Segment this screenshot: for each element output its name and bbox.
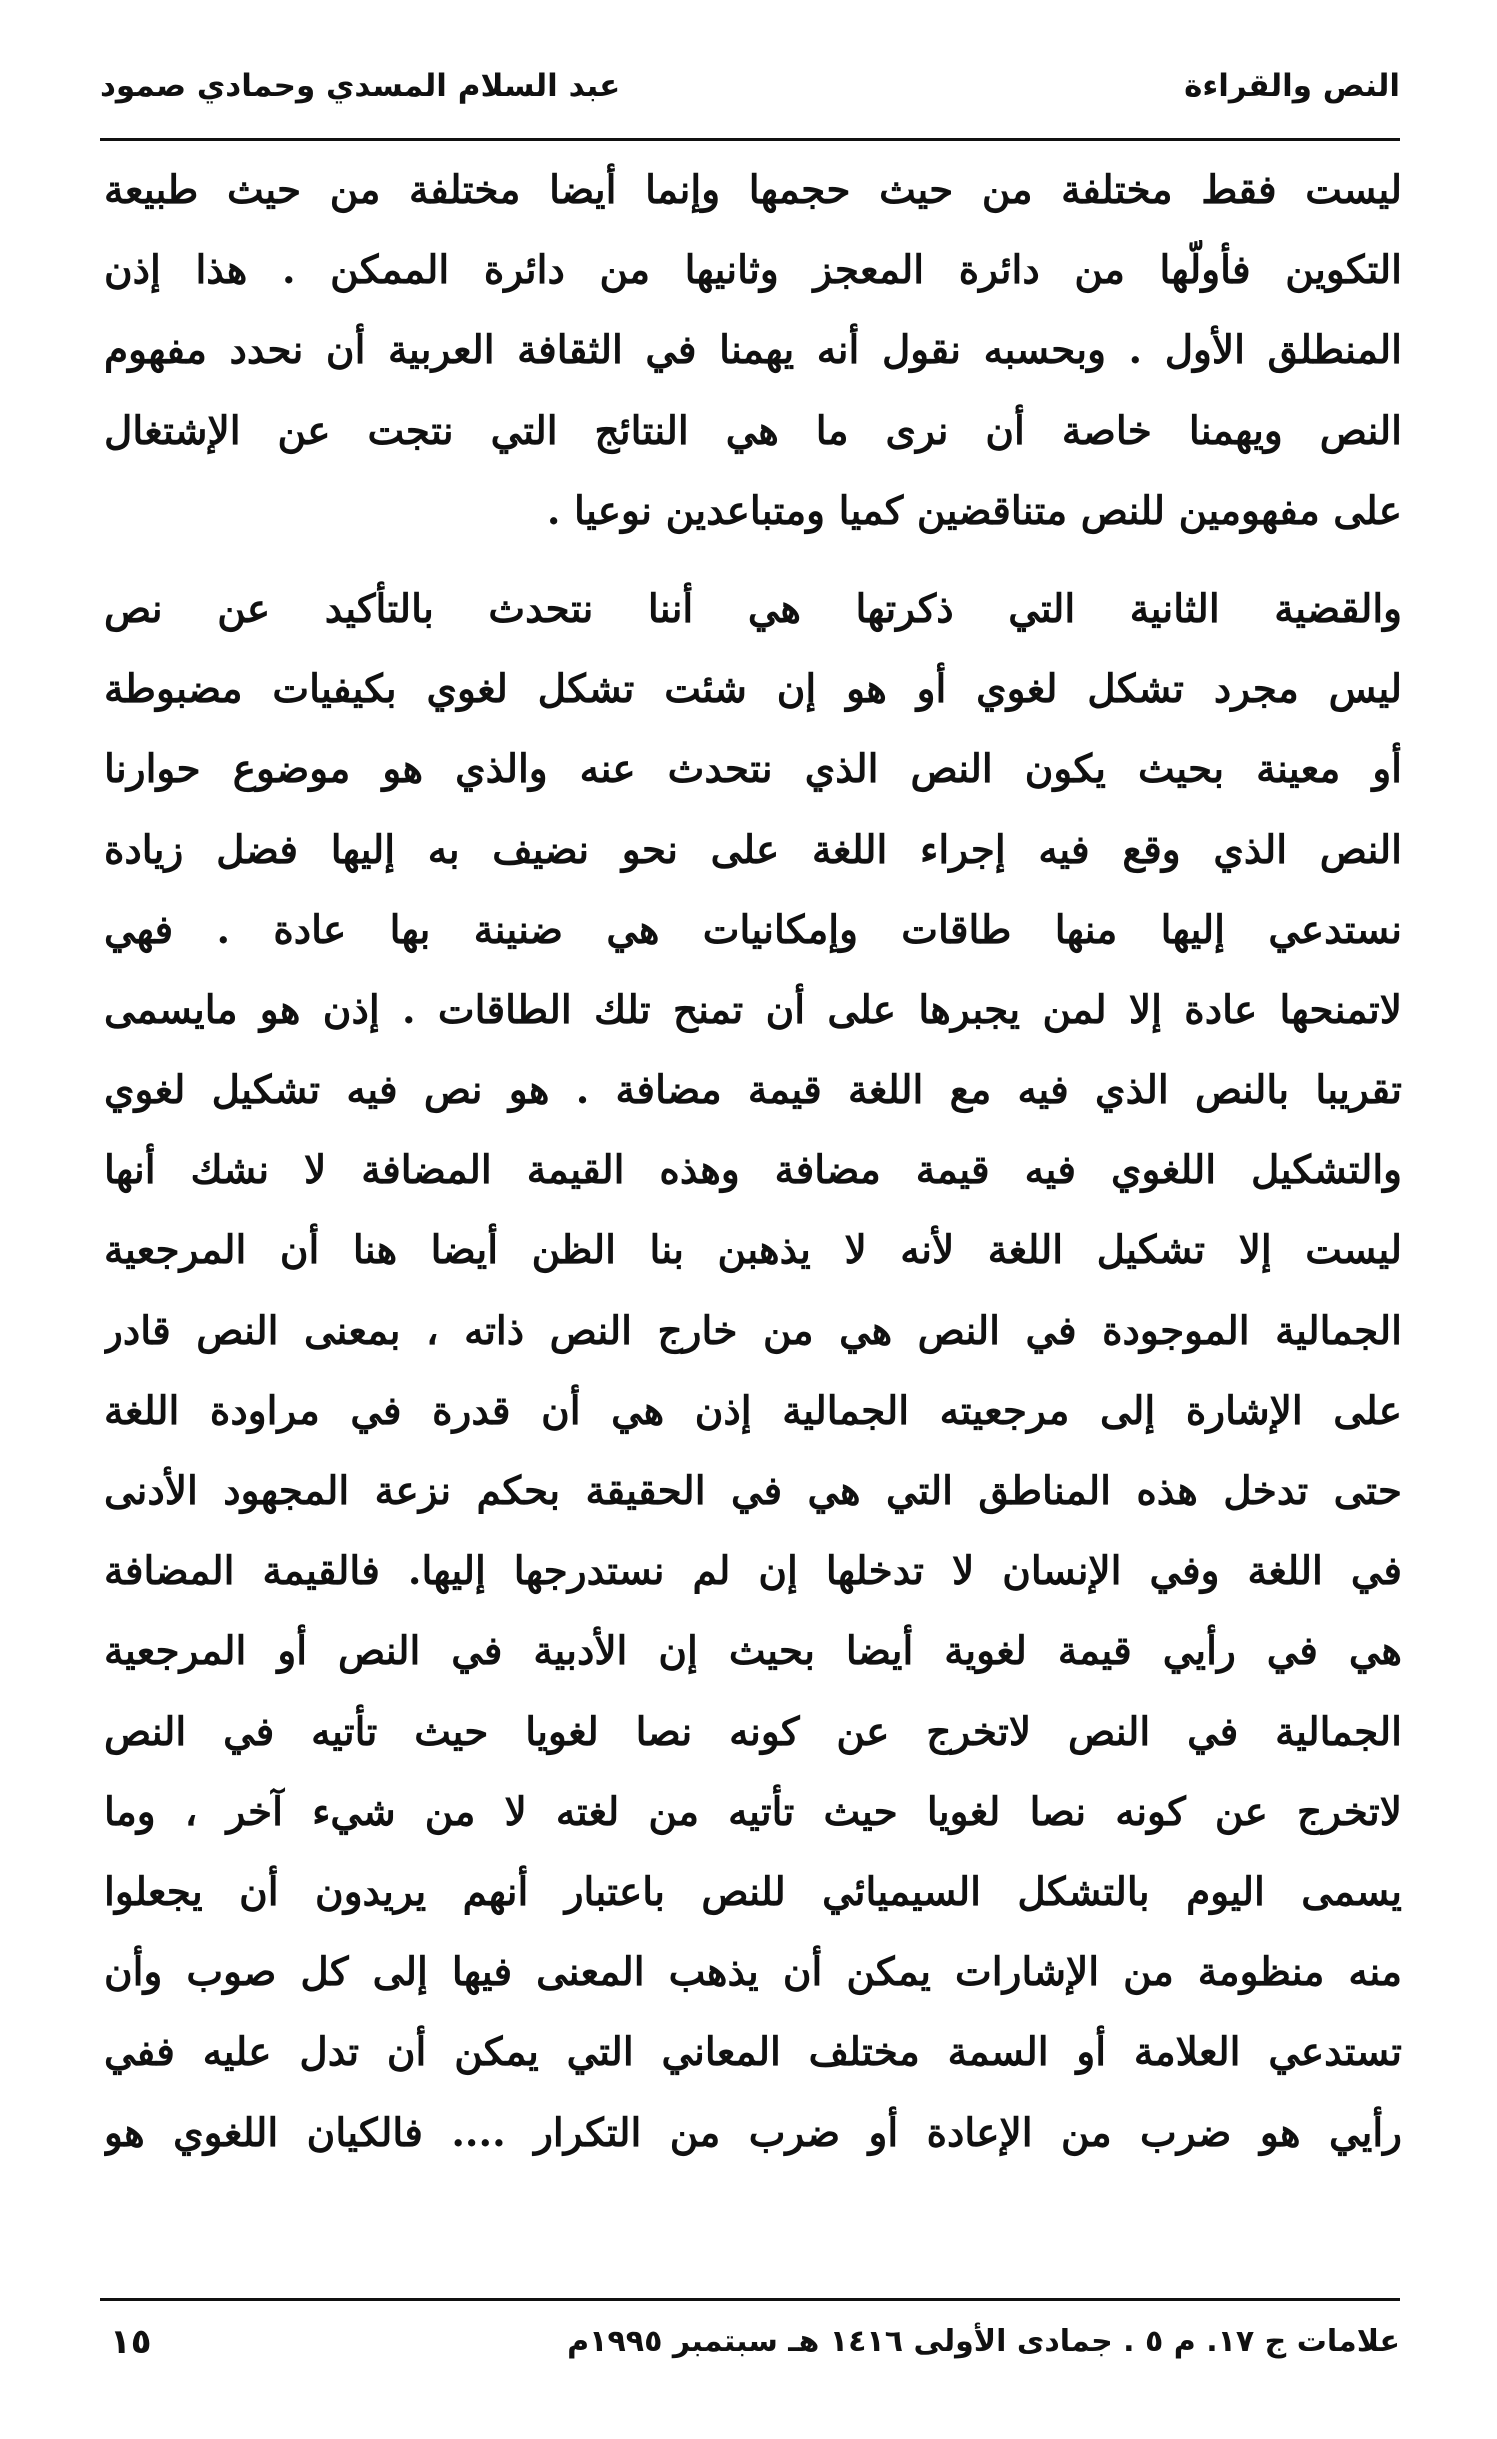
text-line: النص الذي وقع فيه إجراء اللغة على نحو نضيف به إليها فضل زيادة [104, 826, 1402, 873]
text-line: هي في رأيي قيمة لغوية أيضا بحيث إن الأدبية في النص أو المرجعية [104, 1628, 1402, 1675]
text-line: التكوين فأولّها من دائرة المعجز وثانيها من دائرة الممكن . هذا إذن [104, 247, 1402, 294]
text-line: النص ويهمنا خاصة أن نرى ما هي النتائج التي نتجت عن الإشتغال [104, 407, 1402, 454]
text-line: ليست إلا تشكيل اللغة لأنه لا يذهبن بنا الظن أيضا هنا أن المرجعية [104, 1227, 1402, 1274]
text-line: المنطلق الأول . وبحسبه نقول أنه يهمنا في الثقافة العربية أن نحدد مفهوم [104, 327, 1402, 374]
text-line: على مفهومين للنص متناقضين كميا ومتباعدين نوعيا . [546, 487, 1402, 534]
text-line: في اللغة وفي الإنسان لا تدخلها إن لم نستدرجها إليها. فالقيمة المضافة [104, 1548, 1402, 1595]
paragraph-gap [104, 551, 1402, 569]
text-line: حتى تدخل هذه المناطق التي هي في الحقيقة بحكم نزعة المجهود الأدنى [104, 1468, 1402, 1514]
paragraph-2 [104, 569, 1402, 2173]
text-line: الجمالية الموجودة في النص هي من خارج النص ذاته ، بمعنى النص قادر [104, 1307, 1402, 1354]
section-title: النص والقراءة [1184, 68, 1400, 104]
text-line: لاتمنحها عادة إلا لمن يجبرها على أن تمنح تلك الطاقات . إذن هو مايسمى [104, 986, 1402, 1033]
text-line: أو معينة بحيث يكون النص الذي نتحدث عنه والذي هو موضوع حوارنا [104, 746, 1402, 793]
header-rule [100, 138, 1400, 141]
text-line: والتشكيل اللغوي فيه قيمة مضافة وهذه القيمة المضافة لا نشك أنها [104, 1147, 1402, 1194]
text-line: ليست فقط مختلفة من حيث حجمها وإنما أيضا مختلفة من حيث طبيعة [104, 167, 1402, 213]
paragraph-1 [104, 150, 1402, 551]
page-number: ١٥ [110, 2322, 152, 2362]
text-line: لاتخرج عن كونه نصا لغويا حيث تأتيه من لغته لا من شيء آخر ، وما [104, 1788, 1402, 1835]
authors: عبد السلام المسدي وحمادي صمود [100, 68, 621, 104]
body-text [104, 150, 1402, 2173]
text-line: ليس مجرد تشكل لغوي أو هو إن شئت تشكل لغوي بكيفيات مضبوطة [104, 666, 1402, 713]
text-line: رأيي هو ضرب من الإعادة أو ضرب من التكرار .... فالكيان اللغوي هو [104, 2109, 1402, 2156]
text-line: منه منظومة من الإشارات يمكن أن يذهب المعنى فيها إلى كل صوب وأن [104, 1949, 1402, 1996]
footer-rule [100, 2298, 1400, 2301]
text-line: تستدعي العلامة أو السمة مختلف المعاني التي يمكن أن تدل عليه ففي [104, 2029, 1402, 2076]
journal-info: علامات ج ١٧. م ٥ . جمادى الأولى ١٤١٦ هـ سبتمبر ١٩٩٥م [567, 2324, 1400, 2359]
text-line: الجمالية في النص لاتخرج عن كونه نصا لغويا حيث تأتيه في النص [104, 1708, 1402, 1755]
text-line: على الإشارة إلى مرجعيته الجمالية إذن هي أن قدرة في مراودة اللغة [104, 1387, 1402, 1434]
text-line: نستدعي إليها منها طاقات وإمكانيات هي ضنينة بها عادة . فهي [104, 906, 1402, 953]
text-line: تقريبا بالنص الذي فيه مع اللغة قيمة مضافة . هو نص فيه تشكيل لغوي [104, 1067, 1402, 1114]
running-header [100, 60, 1400, 120]
footer [100, 2318, 1400, 2378]
text-line: يسمى اليوم بالتشكل السيميائي للنص باعتبار أنهم يريدون أن يجعلوا [104, 1868, 1402, 1915]
text-line: والقضية الثانية التي ذكرتها هي أننا نتحدث بالتأكيد عن نص [104, 585, 1402, 632]
